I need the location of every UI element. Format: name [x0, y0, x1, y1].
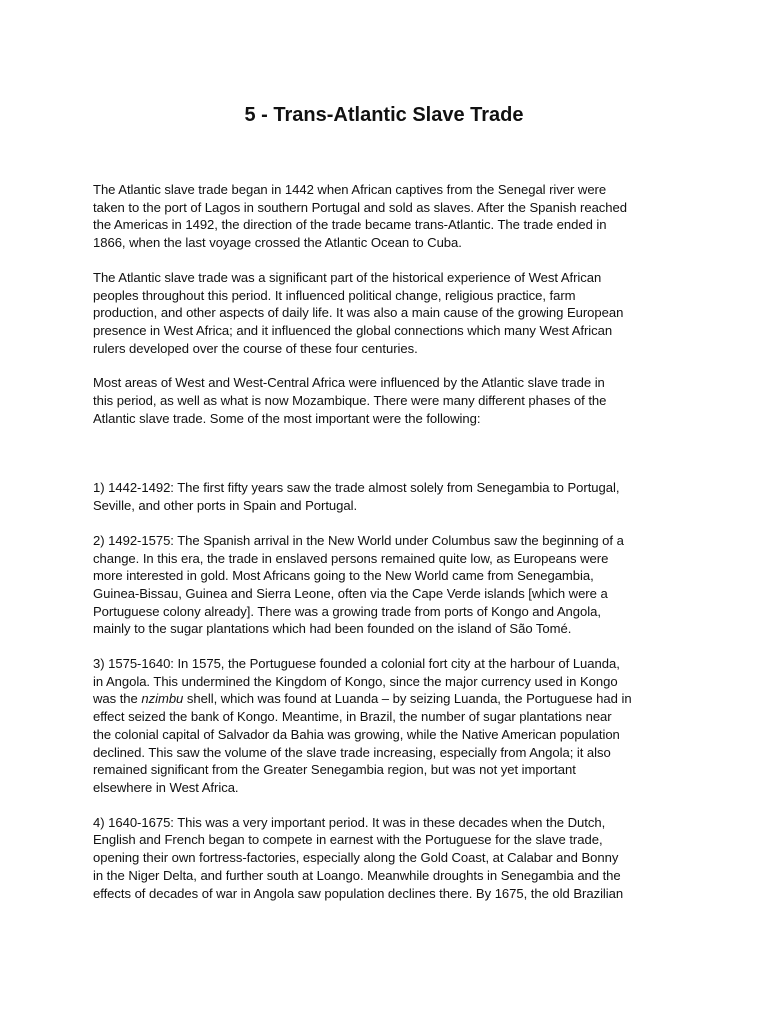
- paragraph-phase-4: [93, 814, 683, 903]
- paragraph-intro: [93, 181, 683, 252]
- text-line: Seville, and other ports in Spain and Portugal.: [93, 498, 358, 514]
- text-line: Most areas of West and West-Central Africa were influenced by the Atlantic slave trade in: [93, 375, 605, 391]
- text-line: The Atlantic slave trade was a significant part of the historical experience of West African: [93, 269, 602, 285]
- text-line: change. In this era, the trade in enslaved persons remained quite low, as Europeans were: [93, 550, 609, 566]
- text-line: taken to the port of Lagos in southern Portugal and sold as slaves. After the Spanish reached: [93, 199, 627, 215]
- text-line: mainly to the sugar plantations which had been founded on the island of São Tomé.: [93, 621, 572, 637]
- text-line: 4) 1640-1675: This was a very important period. It was in these decades when the Dutch,: [93, 814, 606, 830]
- text-line-with-italic: [93, 690, 683, 708]
- document-body: [93, 181, 683, 919]
- text-line: The Atlantic slave trade began in 1442 when African captives from the Senegal river were: [93, 182, 607, 197]
- text-line: this period, as well as what is now Mozambique. There were many different phases of the: [93, 393, 607, 409]
- text-line: opening their own fortress-factories, especially along the Gold Coast, at Calabar and Bonny: [93, 850, 619, 866]
- text-line: 1866, when the last voyage crossed the Atlantic Ocean to Cuba.: [93, 235, 462, 251]
- text-line: Atlantic slave trade. Some of the most important were the following:: [93, 410, 481, 426]
- text-line: more interested in gold. Most Africans going to the New World came from Senegambia,: [93, 568, 594, 584]
- text-line: declined. This saw the volume of the slave trade increasing, especially from Angola; it also: [93, 744, 611, 760]
- paragraph-phases-intro: [93, 374, 683, 427]
- text-line: the colonial capital of Salvador da Bahia was growing, while the Native American population: [93, 726, 620, 742]
- paragraph-phase-3: [93, 655, 683, 797]
- text-line: 1) 1442-1492: The first fifty years saw the trade almost solely from Senegambia to Portugal,: [93, 480, 620, 496]
- text-line: effect seized the bank of Kongo. Meantime, in Brazil, the number of sugar plantations near: [93, 709, 612, 725]
- paragraph-phase-2: [93, 532, 683, 638]
- text-line: remained significant from the Greater Senegambia region, but was not yet important: [93, 762, 576, 778]
- text-line: 3) 1575-1640: In 1575, the Portuguese founded a colonial fort city at the harbour of Luanda,: [93, 656, 620, 672]
- text-line: rulers developed over the course of these four centuries.: [93, 340, 418, 356]
- paragraph-significance: [93, 269, 683, 358]
- text-line: Guinea-Bissau, Guinea and Sierra Leone, often via the Cape Verde islands [which were a: [93, 585, 608, 601]
- text-line: in the Niger Delta, and further south at Loango. Meanwhile droughts in Senegambia and the: [93, 867, 621, 883]
- italic-term: nzimbu: [141, 691, 184, 707]
- text-line: in Angola. This undermined the Kingdom of Kongo, since the major currency used in Kongo: [93, 673, 618, 689]
- text-line: Portuguese colony already]. There was a growing trade from ports of Kongo and Angola,: [93, 603, 601, 619]
- text-line: peoples throughout this period. It influenced political change, religious practice, farm: [93, 287, 576, 303]
- text-line: English and French began to compete in earnest with the Portuguese for the slave trade,: [93, 832, 603, 848]
- text-line: 2) 1492-1575: The Spanish arrival in the New World under Columbus saw the beginning of a: [93, 532, 624, 548]
- text-line: production, and other aspects of daily life. It was also a main cause of the growing European: [93, 305, 624, 321]
- document-title: 5 - Trans-Atlantic Slave Trade: [244, 104, 524, 126]
- text-line: effects of decades of war in Angola saw population declines there. By 1675, the old Brazilian: [93, 885, 624, 901]
- text-line: presence in West Africa; and it influenced the global connections which many West African: [93, 322, 613, 338]
- paragraph-phase-1: [93, 479, 683, 514]
- text-line: elsewhere in West Africa.: [93, 779, 239, 795]
- text-segment: was the: [93, 691, 142, 707]
- text-line: the Americas in 1492, the direction of the trade became trans-Atlantic. The trade ended in: [93, 217, 607, 233]
- text-segment: shell, which was found at Luanda – by seizing Luanda, the Portuguese had in: [183, 691, 632, 707]
